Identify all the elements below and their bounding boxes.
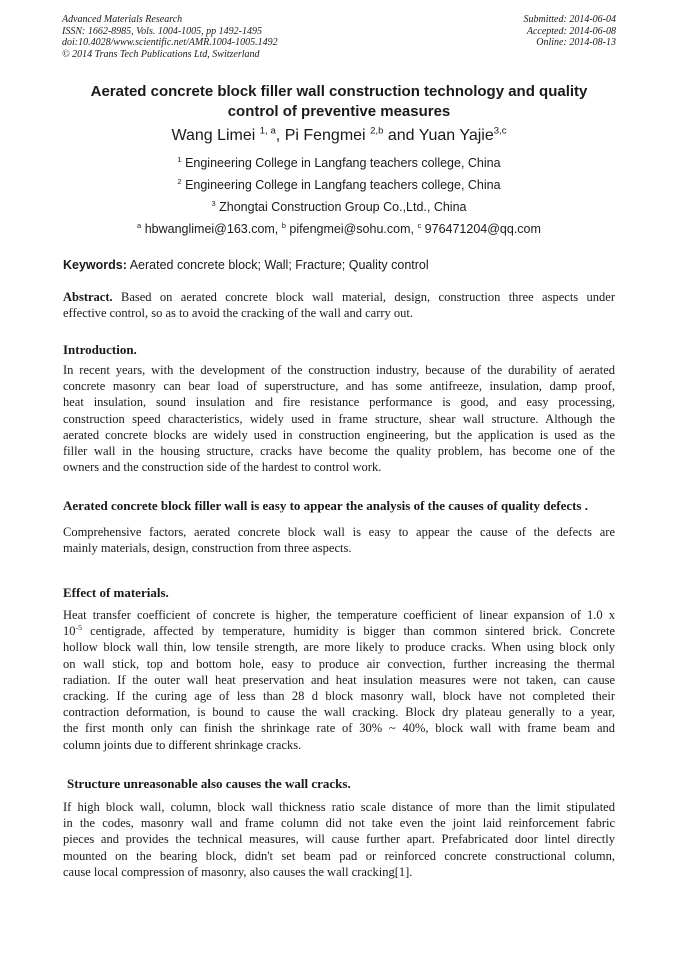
email-mark: c bbox=[417, 220, 422, 230]
text-line: the first month only can finish the shrinkage rate of 30% ~ 40%, block wall with frame beam and bbox=[63, 721, 615, 736]
author-separator: , bbox=[275, 127, 285, 144]
title-line: control of preventive measures bbox=[227, 103, 451, 120]
author-name: Wang Limei bbox=[171, 127, 256, 144]
text-line: on wall stick, top and bottom hole, easy to produce air convection, further increasing the thermal bbox=[63, 656, 615, 671]
keywords-text: Aerated concrete block; Wall; Fracture; Quality control bbox=[126, 258, 429, 272]
author-affiliation-mark: 2,b bbox=[370, 125, 384, 137]
keywords bbox=[63, 258, 429, 272]
text-line: construction speed characteristics, widely used in frame structure, shear wall structure. Although the bbox=[63, 411, 615, 426]
text-line bbox=[63, 623, 615, 639]
analysis-paragraph bbox=[63, 524, 615, 556]
title-line: Aerated concrete block filler wall construction technology and quality bbox=[90, 83, 588, 100]
author-separator: and bbox=[383, 127, 419, 144]
structure-paragraph bbox=[63, 799, 615, 880]
section-heading: Aerated concrete block filler wall is easy to appear the analysis of the causes of quality defects . bbox=[63, 498, 588, 513]
structure-section bbox=[63, 776, 615, 880]
text-line: Comprehensive factors, aerated concrete block wall is easy to appear the cause of the defects are bbox=[63, 525, 615, 539]
journal-info bbox=[62, 14, 278, 60]
materials-paragraph bbox=[63, 607, 615, 753]
text-line: heat insulation, sound insulation and fire resistance performance is good, and easy processing, bbox=[63, 395, 615, 410]
affiliation-mark: 1 bbox=[177, 154, 182, 164]
section-heading: Introduction. bbox=[63, 342, 137, 357]
email-address[interactable]: hbwanglimei@163.com, bbox=[141, 222, 282, 236]
text-line: aerated concrete blocks are widely used in construction engineering, but the application is used as the bbox=[63, 427, 615, 442]
email-address[interactable]: pifengmei@sohu.com, bbox=[285, 222, 418, 236]
email-address[interactable]: 976471204@qq.com bbox=[421, 222, 541, 236]
text-line: mounted on the bearing block, didn't set beam pad or reinforced concrete constructional column, bbox=[63, 848, 615, 863]
section-heading: Effect of materials. bbox=[63, 585, 169, 600]
text-line: In recent years, with the development of the construction industry, because of the durability of aerated bbox=[63, 363, 615, 377]
email-mark: b bbox=[281, 220, 286, 230]
author-affiliation-mark: 3,c bbox=[493, 125, 507, 137]
affiliation-text: Zhongtai Construction Group Co.,Ltd., China bbox=[215, 200, 467, 214]
text-line: hollow block wall thin, low tensile strength, are more likely to produce cracks. When using block only bbox=[63, 640, 615, 655]
text-line: effective control, so as to avoid the cracking of the wall and carry out. bbox=[63, 306, 413, 321]
author-affiliation-mark: 1, a bbox=[259, 125, 276, 137]
abstract-section bbox=[63, 289, 615, 321]
affiliation-mark: 2 bbox=[177, 176, 182, 186]
text-line: radiation. If the outer wall heat preservation and heat insulation measures were not taken, can cause bbox=[63, 672, 615, 687]
analysis-section bbox=[63, 498, 615, 556]
text-line: If high block wall, column, block wall thickness ratio scale distance of more than the limit stipulated bbox=[63, 800, 615, 814]
copyright-line: © 2014 Trans Tech Publications Ltd, Switzerland bbox=[62, 48, 260, 60]
text-line: in the codes, masonry wall and frame column did not take even the joint laid reinforcement fabric bbox=[63, 816, 615, 831]
issn-line: ISSN: 1662-8985, Vols. 1004-1005, pp 1492-1495 bbox=[62, 25, 262, 37]
affiliation bbox=[0, 200, 678, 214]
affiliation bbox=[0, 178, 678, 192]
section-heading: Structure unreasonable also causes the wall cracks. bbox=[67, 776, 351, 791]
abstract-text: Based on aerated concrete block wall material, design, construction three aspects under bbox=[112, 290, 615, 304]
affiliation bbox=[0, 156, 678, 170]
doi-line: doi:10.4028/www.scientific.net/AMR.1004-1005.1492 bbox=[62, 37, 278, 48]
introduction-paragraph bbox=[63, 362, 615, 475]
accepted-date: Accepted: 2014-06-08 bbox=[526, 25, 616, 37]
text-fragment: centigrade, affected by temperature, humidity is bigger than common sintered brick. Concrete bbox=[81, 624, 615, 639]
text-line: mainly materials, design, construction from three aspects. bbox=[63, 541, 352, 556]
text-line: Heat transfer coefficient of concrete is higher, the temperature coefficient of linear expansion of 1.0 x bbox=[63, 608, 615, 622]
text-line: contraction deformation, is bound to cause the wall cracking. Block dry plateau generally to a year, bbox=[63, 705, 615, 720]
affiliation-mark: 3 bbox=[211, 198, 216, 208]
text-line bbox=[63, 289, 615, 305]
online-date: Online: 2014-08-13 bbox=[536, 37, 616, 48]
author-emails bbox=[0, 222, 678, 236]
author-name: Yuan Yajie bbox=[418, 127, 494, 144]
text-line: filler wall in the housing structure, cracks have become the quality problem, has become one of the bbox=[63, 444, 615, 459]
exponent-base: 10 bbox=[63, 624, 76, 639]
email-mark: a bbox=[137, 220, 142, 230]
abstract-paragraph bbox=[63, 289, 615, 321]
text-line: cause local compression of masonry, also causes the wall cracking[1]. bbox=[63, 864, 413, 879]
keywords-label: Keywords: bbox=[63, 258, 127, 272]
author-list bbox=[0, 127, 678, 145]
journal-name: Advanced Materials Research bbox=[62, 14, 183, 25]
text-line: concrete masonry can bear load of superstructure, and has some antifreeze, insulation, damp proof, bbox=[63, 379, 615, 394]
affiliation-text: Engineering College in Langfang teachers college, China bbox=[181, 178, 501, 192]
abstract-label: Abstract. bbox=[63, 290, 113, 304]
text-line: pieces and provides the technical measures, will cause further apart. Prefabricated door lintel directly bbox=[63, 832, 615, 847]
materials-section bbox=[63, 585, 615, 753]
text-line: cracking. If the curing age of less than 28 d block masonry wall, block have not completed their bbox=[63, 689, 615, 704]
text-line: column joints due to different shrinkage cracks. bbox=[63, 737, 302, 752]
submitted-date: Submitted: 2014-06-04 bbox=[523, 14, 616, 25]
text-line: owners and the construction side of the hardest to control work. bbox=[63, 460, 382, 475]
exponent: -5 bbox=[75, 623, 82, 633]
introduction-section bbox=[63, 342, 615, 475]
affiliation-text: Engineering College in Langfang teachers college, China bbox=[181, 156, 501, 170]
paper-title bbox=[56, 82, 622, 122]
author-name: Pi Fengmei bbox=[284, 127, 366, 144]
publication-dates bbox=[524, 14, 617, 49]
